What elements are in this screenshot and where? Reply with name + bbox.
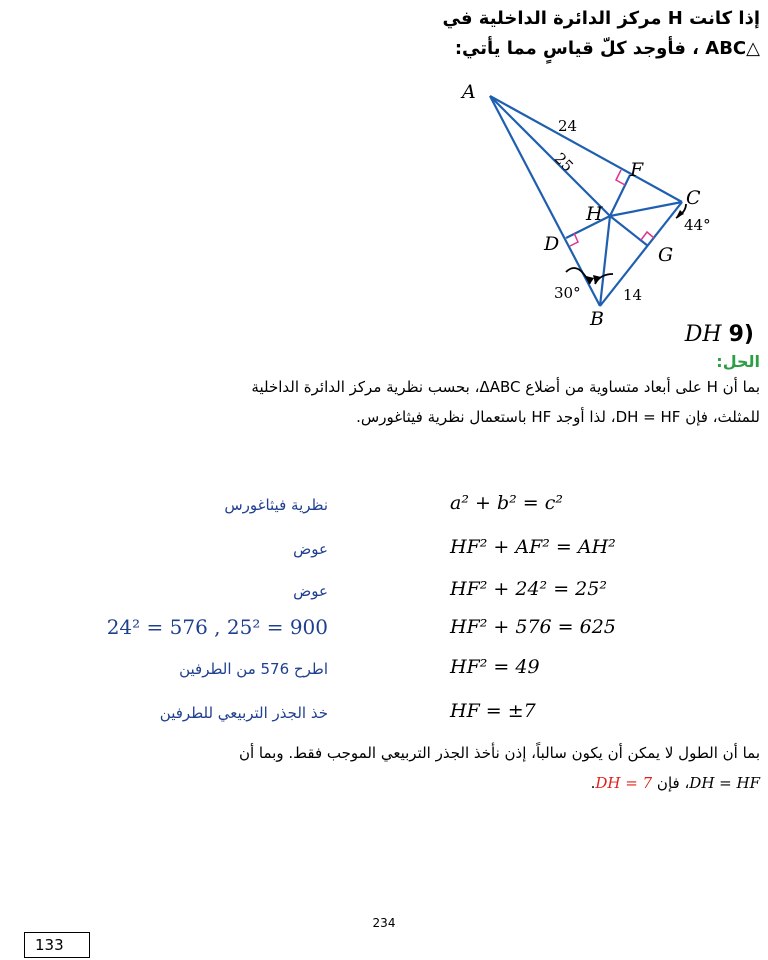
- segment-ch: [610, 202, 682, 216]
- triangle-diagram: [440, 78, 750, 328]
- label-30: 30°: [554, 284, 581, 302]
- point-label-g: G: [658, 244, 674, 266]
- page-number: 234: [372, 916, 396, 930]
- question-heading: [685, 322, 754, 347]
- step-note: عوض: [293, 540, 328, 558]
- step-equation: HF² + AF² = AH²: [450, 536, 616, 558]
- paragraph-2-line-2: [4, 768, 760, 798]
- label-14: 14: [623, 286, 643, 304]
- paragraph-1-line-2: للمثلث، فإن DH = HF، لذا أوجد HF باستعمال نظرية فيثاغورس.: [356, 408, 760, 426]
- right-angle-mark-f: [616, 170, 625, 185]
- solution-paragraph-1: [4, 372, 760, 432]
- paragraph-1-line-1: بما أن H على أبعاد متساوية من أضلاع ΔABC، بحسب نظرية مركز الدائرة الداخلية: [251, 378, 760, 396]
- solution-label: الحل:: [716, 352, 760, 371]
- step-equation: HF² = 49: [450, 656, 540, 678]
- point-label-c: C: [686, 187, 701, 209]
- segment-hf: [610, 175, 630, 216]
- question-number: 9): [728, 322, 754, 347]
- question-target: DH: [684, 322, 722, 347]
- step-note: اطرح 576 من الطرفين: [179, 660, 328, 678]
- paragraph-2-end: .: [590, 774, 596, 792]
- problem-line-1: إذا كانت H مركز الدائرة الداخلية في: [442, 8, 760, 29]
- problem-line-2: △ABC ، فأوجد كلّ قياسٍ مما يأتي:: [454, 38, 760, 59]
- label-24: 24: [558, 117, 578, 135]
- step-note: 24² = 576 , 25² = 900: [106, 615, 328, 639]
- point-label-d: D: [544, 233, 560, 255]
- label-44: 44°: [684, 216, 711, 234]
- step-equation: a² + b² = c²: [450, 492, 563, 514]
- page-box-number: 133: [24, 932, 90, 958]
- step-note: نظرية فيثاغورس: [224, 496, 328, 514]
- point-label-b: B: [590, 308, 604, 328]
- final-answer: DH = 7: [595, 774, 653, 792]
- point-label-h: H: [586, 203, 603, 225]
- step-equation: HF = ±7: [450, 700, 536, 722]
- segment-ah: [490, 96, 610, 216]
- equation-dh-hf: DH = HF: [689, 774, 760, 792]
- step-equation: HF² + 24² = 25²: [450, 578, 607, 600]
- point-label-f: F: [630, 159, 644, 181]
- step-equation: HF² + 576 = 625: [450, 616, 616, 638]
- step-note: خذ الجذر التربيعي للطرفين: [159, 704, 328, 722]
- step-note: عوض: [293, 582, 328, 600]
- segment-hg: [610, 216, 648, 246]
- paragraph-2-line-1: بما أن الطول لا يمكن أن يكون سالباً، إذن نأخذ الجذر التربيعي الموجب فقط. وبما أن: [238, 744, 760, 762]
- segment-bh: [600, 216, 610, 306]
- solution-paragraph-2: [4, 738, 760, 798]
- arrowhead-b-right: [593, 275, 601, 284]
- point-label-a: A: [462, 81, 476, 103]
- paragraph-2-connector: ، فإن: [656, 774, 690, 792]
- problem-statement: [240, 4, 760, 64]
- label-25: 25: [550, 149, 577, 176]
